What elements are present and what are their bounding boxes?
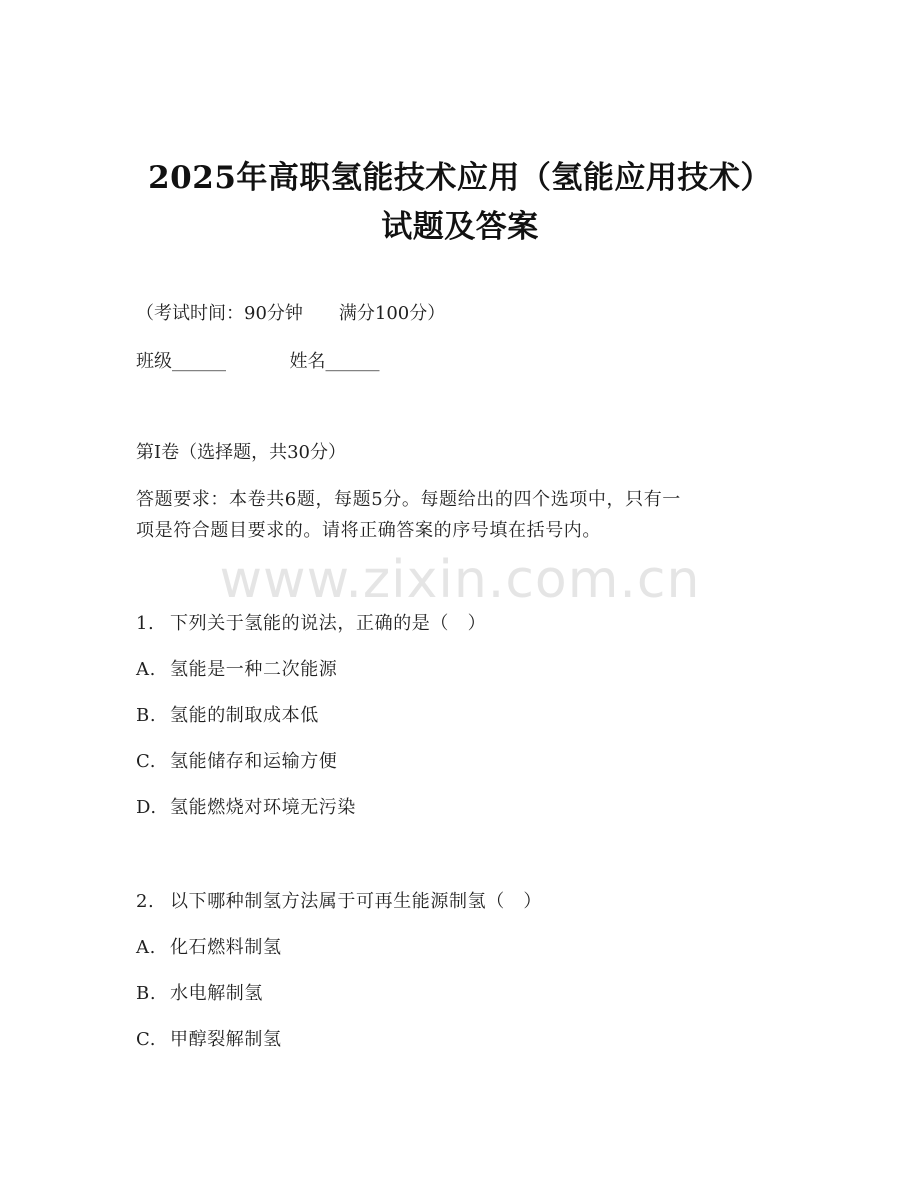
exam-info: （考试时间：90分钟 满分100分） — [136, 303, 446, 324]
option-text: 水电解制氢 — [170, 983, 263, 1004]
class-field-label: 班级______ — [136, 351, 226, 372]
student-info-row — [136, 349, 379, 375]
option-letter: B. — [136, 705, 157, 726]
option-text: 氢能是一种二次能源 — [170, 659, 338, 680]
question-2-option-a — [136, 935, 282, 961]
question-2 — [136, 889, 542, 915]
question-text: 下列关于氢能的说法，正确的是（ ） — [170, 613, 487, 634]
watermark: www.zixin.com.cn — [219, 550, 701, 610]
option-letter: C. — [136, 1029, 157, 1050]
name-field-label: 姓名______ — [289, 351, 380, 372]
question-1 — [136, 611, 486, 637]
option-text: 甲醇裂解制氢 — [170, 1029, 282, 1050]
option-text: 氢能储存和运输方便 — [170, 751, 338, 772]
option-text: 氢能燃烧对环境无污染 — [170, 797, 356, 818]
question-number: 1. — [136, 613, 155, 634]
question-text: 以下哪种制氢方法属于可再生能源制氢（ ） — [170, 891, 542, 912]
instructions-line-2: 项是符合题目要求的。请将正确答案的序号填在括号内。 — [136, 520, 601, 541]
option-text: 氢能的制取成本低 — [170, 705, 319, 726]
question-1-option-d — [136, 795, 356, 821]
option-letter: A. — [136, 937, 156, 958]
document-title-line-2: 试题及答案 — [381, 209, 539, 245]
question-2-option-c — [136, 1027, 282, 1053]
document-title-line-1: 2025年高职氢能技术应用（氢能应用技术） — [148, 160, 772, 196]
question-1-option-c — [136, 749, 337, 775]
question-1-option-b — [136, 703, 319, 729]
question-number: 2. — [136, 891, 155, 912]
instructions-line-1: 答题要求：本卷共6题，每题5分。每题给出的四个选项中，只有一 — [136, 489, 681, 510]
option-text: 化石燃料制氢 — [170, 937, 282, 958]
option-letter: D. — [136, 797, 157, 818]
question-1-option-a — [136, 657, 337, 683]
option-letter: B. — [136, 983, 157, 1004]
option-letter: A. — [136, 659, 156, 680]
question-2-option-b — [136, 981, 263, 1007]
option-letter: C. — [136, 751, 157, 772]
section-heading: 第Ⅰ卷（选择题，共30分） — [136, 442, 347, 463]
